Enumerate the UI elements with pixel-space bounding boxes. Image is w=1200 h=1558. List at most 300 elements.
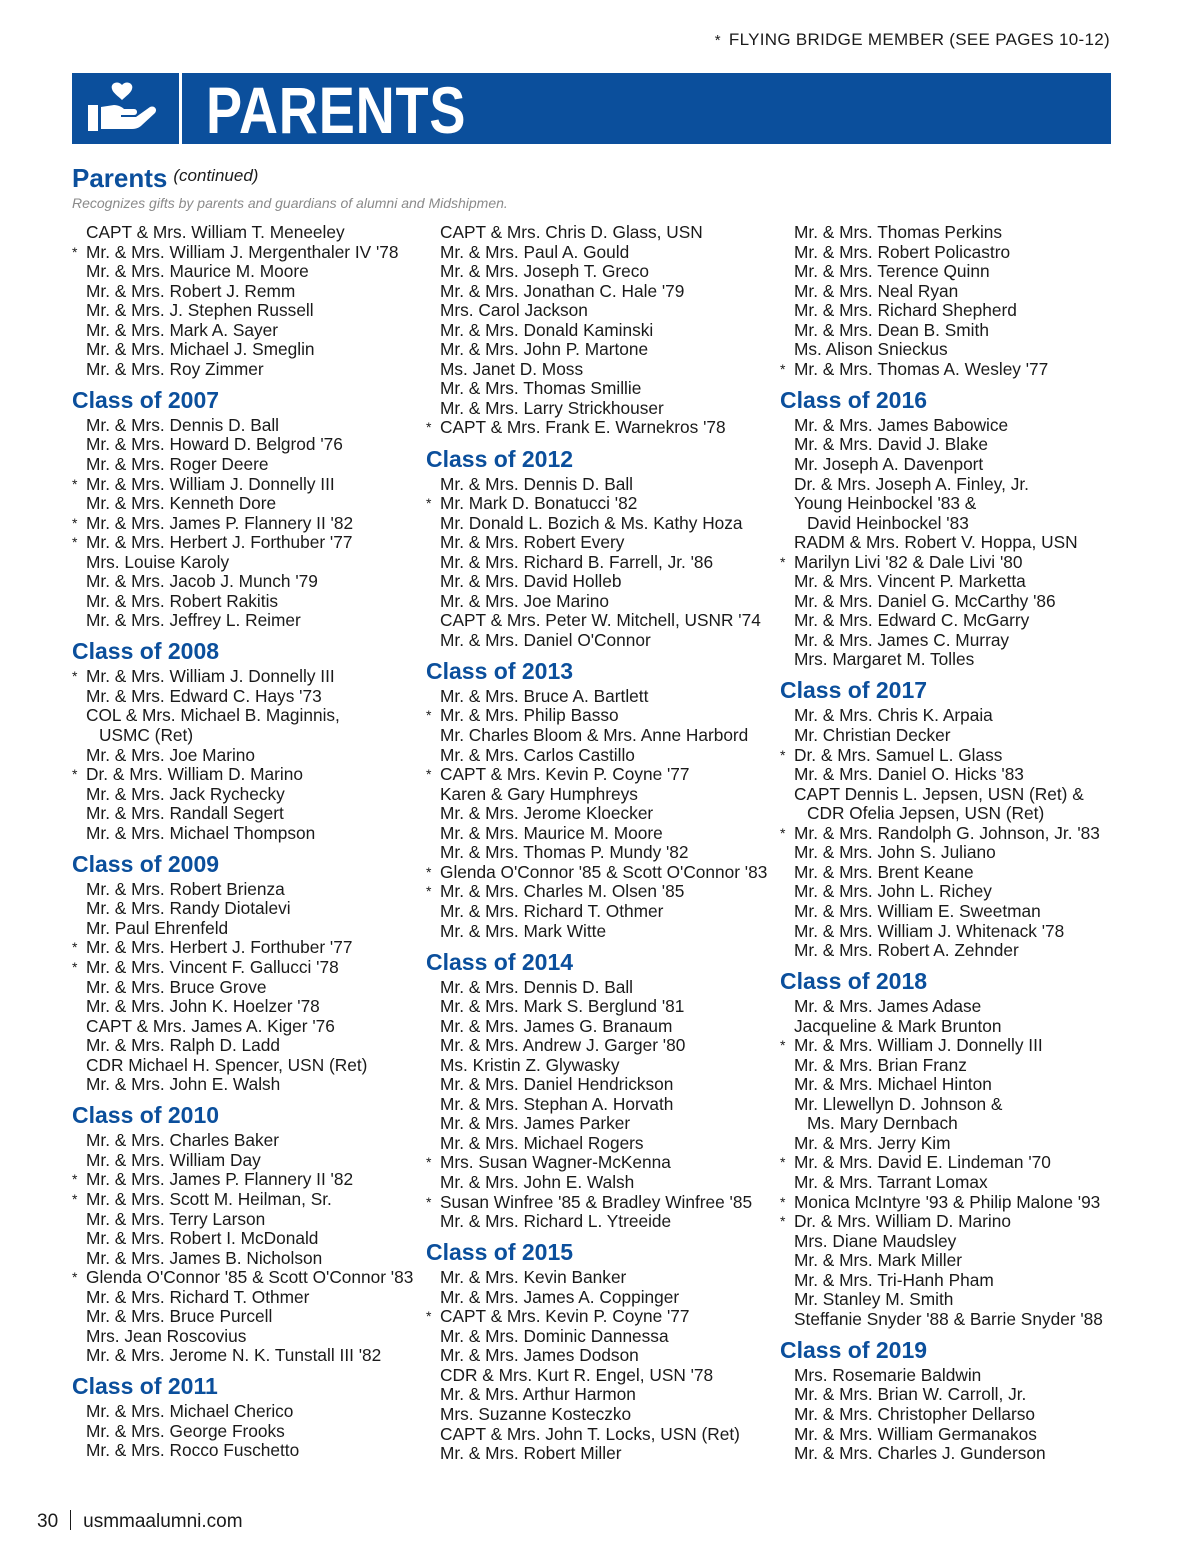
class-year-heading: Class of 2013 bbox=[426, 657, 574, 684]
donor-name-text: Mr. & Mrs. Howard D. Belgrod '76 bbox=[86, 434, 343, 455]
donor-name bbox=[72, 1441, 422, 1461]
donor-name-text: Mr. & Mrs. Dominic Dannessa bbox=[440, 1325, 669, 1346]
donor-name bbox=[780, 1212, 1130, 1232]
donor-name-text: Mr. & Mrs. William J. Whitenack '78 bbox=[794, 920, 1065, 941]
donor-name-text: CAPT & Mrs. Chris D. Glass, USN bbox=[440, 222, 703, 242]
donor-name bbox=[72, 475, 422, 495]
donor-name-text: Mr. & Mrs. Kenneth Dore bbox=[86, 493, 277, 514]
donor-name-text: Mr. & Mrs. James Babowice bbox=[794, 414, 1009, 435]
donor-name bbox=[72, 880, 422, 900]
star-marker: * bbox=[426, 419, 432, 436]
donor-name-text: Mr. & Mrs. Robert Every bbox=[440, 532, 625, 553]
donor-name-text: Mr. & Mrs. Larry Strickhouser bbox=[440, 397, 664, 418]
donor-name bbox=[72, 746, 422, 766]
donor-name bbox=[72, 997, 422, 1017]
donor-name-text: Mr. & Mrs. Philip Basso bbox=[440, 705, 619, 726]
donor-name-text: Mr. & Mrs. Neal Ryan bbox=[794, 280, 959, 301]
donor-name bbox=[426, 1444, 776, 1464]
donor-name-text: CAPT & Mrs. Frank E. Warnekros '78 bbox=[440, 417, 726, 438]
star-marker: * bbox=[72, 475, 78, 492]
donor-name-text: Mr. & Mrs. David Holleb bbox=[440, 571, 622, 592]
banner-divider bbox=[179, 73, 182, 144]
donor-name bbox=[780, 1366, 1130, 1386]
donor-name bbox=[780, 514, 1130, 534]
donor-name bbox=[780, 1251, 1130, 1271]
donor-name bbox=[426, 922, 776, 942]
donor-name-text: Mr. & Mrs. William E. Sweetman bbox=[794, 900, 1041, 921]
donor-name-text: Mr. & Mrs. Mark Miller bbox=[794, 1250, 963, 1271]
donor-name bbox=[72, 1017, 422, 1037]
donor-name-text: Mr. & Mrs. Stephan A. Horvath bbox=[440, 1093, 674, 1114]
star-marker: * bbox=[72, 1269, 78, 1286]
donor-name-text: Mr. & Mrs. James Parker bbox=[440, 1113, 631, 1134]
donor-name bbox=[72, 514, 422, 534]
star-marker: * bbox=[780, 1193, 786, 1210]
donor-name bbox=[72, 1346, 422, 1366]
donor-name bbox=[426, 301, 776, 321]
donor-name-text: Mr. & Mrs. Vincent P. Marketta bbox=[794, 571, 1026, 592]
donor-name bbox=[780, 726, 1130, 746]
donor-name-text: Mr. & Mrs. Mark Witte bbox=[440, 920, 607, 941]
class-year-heading: Class of 2014 bbox=[426, 948, 574, 975]
donor-name bbox=[426, 1153, 776, 1173]
donor-name bbox=[72, 1170, 422, 1190]
donor-name-text: Mr. & Mrs. David E. Lindeman '70 bbox=[794, 1152, 1051, 1173]
donor-name-text: Mr. & Mrs. James Adase bbox=[794, 996, 982, 1017]
donor-name bbox=[780, 843, 1130, 863]
donor-name bbox=[780, 553, 1130, 573]
donor-name bbox=[72, 687, 422, 707]
donor-name bbox=[426, 418, 776, 438]
donor-name-text: COL & Mrs. Michael B. Maginnis, bbox=[86, 705, 340, 726]
donor-name-text: Mr. & Mrs. Robert Rakitis bbox=[86, 590, 279, 611]
donor-name bbox=[780, 1036, 1130, 1056]
donor-name-text: Mr. & Mrs. John K. Hoelzer '78 bbox=[86, 996, 320, 1017]
donor-name bbox=[72, 243, 422, 263]
donor-name-text: Mr. & Mrs. Jacob J. Munch '79 bbox=[86, 571, 318, 592]
donor-name-text: Susan Winfree '85 & Bradley Winfree '85 bbox=[440, 1191, 753, 1212]
donor-name-text: Ms. Mary Dernbach bbox=[807, 1113, 958, 1134]
donor-name-text: Dr. & Mrs. Joseph A. Finley, Jr. bbox=[794, 473, 1029, 494]
donor-name-text: Mr. & Mrs. Bruce A. Bartlett bbox=[440, 685, 649, 706]
donor-name-text: Mr. & Mrs. James Dodson bbox=[440, 1345, 639, 1366]
donor-name bbox=[426, 611, 776, 631]
donor-name-text: David Heinbockel '83 bbox=[807, 512, 969, 533]
donor-name bbox=[72, 958, 422, 978]
donor-name-text: Mr. & Mrs. Maurice M. Moore bbox=[440, 822, 663, 843]
donor-name bbox=[426, 863, 776, 883]
donor-name-text: Mr. & Mrs. Charles M. Olsen '85 bbox=[440, 881, 685, 902]
donor-name-text: Mr. & Mrs. Michael Cherico bbox=[86, 1401, 294, 1422]
donor-name bbox=[426, 1212, 776, 1232]
donor-name bbox=[426, 631, 776, 651]
page-footer bbox=[37, 1510, 243, 1533]
donor-name bbox=[780, 765, 1130, 785]
donor-name bbox=[72, 1131, 422, 1151]
donor-name-text: Mr. & Mrs. Jerome N. K. Tunstall III '82 bbox=[86, 1345, 382, 1366]
donor-name-text: Mr. Llewellyn D. Johnson & bbox=[794, 1093, 1003, 1114]
footer-site: usmmaalumni.com bbox=[83, 1511, 243, 1532]
star-marker: * bbox=[72, 534, 78, 551]
donor-name bbox=[426, 746, 776, 766]
star-marker: * bbox=[780, 824, 786, 841]
donor-name bbox=[780, 1134, 1130, 1154]
donor-name-text: Mr. & Mrs. Chris K. Arpaia bbox=[794, 705, 993, 726]
donor-name-text: Mr. & Mrs. James P. Flannery II '82 bbox=[86, 512, 354, 533]
class-year-heading: Class of 2016 bbox=[780, 386, 928, 413]
donor-name-text: CDR Michael H. Spencer, USN (Ret) bbox=[86, 1054, 368, 1075]
donor-name-text: Mr. & Mrs. Robert A. Zehnder bbox=[794, 940, 1019, 961]
donor-name-text: Mr. & Mrs. William J. Mergenthaler IV '78 bbox=[86, 241, 399, 262]
donor-name bbox=[780, 282, 1130, 302]
donor-name bbox=[426, 1366, 776, 1386]
donor-name-text: CAPT & Mrs. Kevin P. Coyne '77 bbox=[440, 764, 690, 785]
donor-name-text: Mr. & Mrs. Randolph G. Johnson, Jr. '83 bbox=[794, 822, 1100, 843]
section-heading bbox=[72, 163, 258, 194]
donor-name bbox=[426, 1346, 776, 1366]
donor-name bbox=[780, 863, 1130, 883]
donor-name-text: Mr. & Mrs. Robert I. McDonald bbox=[86, 1228, 319, 1249]
donor-name bbox=[426, 997, 776, 1017]
donor-name bbox=[426, 1288, 776, 1308]
donor-name-text: Mr. & Mrs. Roger Deere bbox=[86, 453, 269, 474]
donor-name-text: Mr. & Mrs. James G. Branaum bbox=[440, 1015, 673, 1036]
donor-name bbox=[426, 1173, 776, 1193]
donor-name bbox=[780, 631, 1130, 651]
star-marker: * bbox=[72, 939, 78, 956]
donor-name bbox=[72, 282, 422, 302]
donor-name bbox=[72, 1036, 422, 1056]
donor-name bbox=[72, 978, 422, 998]
donor-name-text: Mrs. Margaret M. Tolles bbox=[794, 649, 975, 670]
donor-name bbox=[426, 882, 776, 902]
flying-bridge-note bbox=[715, 30, 1110, 50]
donor-name-text: Mr. & Mrs. Herbert J. Forthuber '77 bbox=[86, 532, 353, 553]
donor-name bbox=[780, 1114, 1130, 1134]
donor-name bbox=[72, 1402, 422, 1422]
donor-name bbox=[72, 340, 422, 360]
donor-name bbox=[426, 824, 776, 844]
donor-name bbox=[780, 1095, 1130, 1115]
donor-name-text: Mr. & Mrs. Rocco Fuschetto bbox=[86, 1440, 300, 1461]
donor-name bbox=[780, 1153, 1130, 1173]
donor-name bbox=[780, 1232, 1130, 1252]
donor-name-text: Mr. & Mrs. Joe Marino bbox=[440, 590, 610, 611]
donor-name-text: Dr. & Mrs. William D. Marino bbox=[794, 1211, 1011, 1232]
banner-title: PARENTS bbox=[206, 73, 467, 147]
donor-name bbox=[426, 1134, 776, 1154]
donor-name bbox=[426, 1405, 776, 1425]
donor-name-text: Mr. & Mrs. John P. Martone bbox=[440, 339, 649, 360]
donor-name-text: Mr. & Mrs. Michael Thompson bbox=[86, 822, 316, 843]
donor-name bbox=[426, 978, 776, 998]
donor-name bbox=[780, 882, 1130, 902]
donor-name bbox=[780, 475, 1130, 495]
donor-name bbox=[426, 572, 776, 592]
donor-name-text: Mr. & Mrs. Randall Segert bbox=[86, 803, 284, 824]
donor-name bbox=[780, 804, 1130, 824]
donor-name bbox=[426, 321, 776, 341]
donor-name-text: Mr. & Mrs. William Germanakos bbox=[794, 1423, 1037, 1444]
donor-name bbox=[780, 824, 1130, 844]
donor-name bbox=[426, 1327, 776, 1347]
donor-name-text: Mr. & Mrs. Randy Diotalevi bbox=[86, 898, 291, 919]
donor-name bbox=[72, 301, 422, 321]
class-year-heading: Class of 2017 bbox=[780, 677, 928, 704]
page-number: 30 bbox=[37, 1511, 59, 1532]
donor-name bbox=[426, 1075, 776, 1095]
donor-name bbox=[72, 1056, 422, 1076]
donor-name-text: Mr. & Mrs. Brent Keane bbox=[794, 861, 974, 882]
donor-name bbox=[426, 843, 776, 863]
donor-name-text: Mr. & Mrs. Thomas Perkins bbox=[794, 222, 1003, 242]
star-marker: * bbox=[72, 1171, 78, 1188]
donor-name-text: CAPT & Mrs. Peter W. Mitchell, USNR '74 bbox=[440, 610, 761, 631]
section-banner bbox=[72, 73, 1111, 147]
donor-name-text: Mr. & Mrs. Thomas A. Wesley '77 bbox=[794, 358, 1049, 379]
donor-name-text: RADM & Mrs. Robert V. Hoppa, USN bbox=[794, 532, 1078, 553]
donor-name-text: Mrs. Jean Roscovius bbox=[86, 1325, 247, 1346]
donor-name-text: Ms. Alison Snieckus bbox=[794, 339, 948, 360]
class-year-heading: Class of 2008 bbox=[72, 638, 220, 665]
donor-name bbox=[780, 223, 1130, 243]
donor-name-text: Mr. & Mrs. Brian W. Carroll, Jr. bbox=[794, 1384, 1027, 1405]
donor-name bbox=[72, 223, 422, 243]
donor-name-text: Mr. Mark D. Bonatucci '82 bbox=[440, 493, 638, 514]
donor-name-text: Mr. & Mrs. John L. Richey bbox=[794, 881, 992, 902]
class-year-heading: Class of 2007 bbox=[72, 386, 220, 413]
donor-name-text: Mr. & Mrs. Charles J. Gunderson bbox=[794, 1443, 1046, 1464]
donor-name bbox=[72, 1268, 422, 1288]
donor-name-text: Mrs. Louise Karoly bbox=[86, 551, 230, 572]
donor-name bbox=[780, 922, 1130, 942]
donor-name bbox=[72, 1327, 422, 1347]
donor-name bbox=[426, 1385, 776, 1405]
donor-name bbox=[426, 1425, 776, 1445]
donor-name bbox=[780, 1271, 1130, 1291]
donor-name bbox=[72, 262, 422, 282]
donor-name bbox=[426, 399, 776, 419]
donor-name-text: CAPT & Mrs. Kevin P. Coyne '77 bbox=[440, 1306, 690, 1327]
donor-name-text: Monica McIntyre '93 & Philip Malone '93 bbox=[794, 1191, 1101, 1212]
donor-name bbox=[780, 243, 1130, 263]
donor-name-text: Mr. & Mrs. Maurice M. Moore bbox=[86, 261, 309, 282]
donor-name-text: Mr. & Mrs. Richard L. Ytreeide bbox=[440, 1211, 672, 1232]
footer-separator bbox=[70, 1510, 71, 1530]
donor-name bbox=[426, 340, 776, 360]
donor-name bbox=[72, 706, 422, 726]
star-marker: * bbox=[426, 1308, 432, 1325]
donor-name-text: Mr. & Mrs. Michael J. Smeglin bbox=[86, 339, 315, 360]
class-year-heading: Class of 2012 bbox=[426, 445, 574, 472]
donor-name-text: Mr. & Mrs. Daniel O. Hicks '83 bbox=[794, 764, 1024, 785]
star-marker: * bbox=[426, 1154, 432, 1171]
donor-name-text: Mr. & Mrs. Bruce Purcell bbox=[86, 1306, 273, 1327]
donor-name bbox=[426, 1017, 776, 1037]
donor-name-text: Mr. & Mrs. John E. Walsh bbox=[440, 1172, 635, 1193]
donor-name-text: Mr. Christian Decker bbox=[794, 725, 951, 746]
donor-name-text: Mr. & Mrs. Donald Kaminski bbox=[440, 319, 654, 340]
donor-name bbox=[426, 553, 776, 573]
donor-name-text: Mrs. Diane Maudsley bbox=[794, 1230, 957, 1251]
donor-name-text: Mr. & Mrs. Jack Rychecky bbox=[86, 783, 285, 804]
donor-name-text: Mr. Joseph A. Davenport bbox=[794, 453, 984, 474]
donor-name-text: Young Heinbockel '83 & bbox=[794, 493, 977, 514]
donor-name bbox=[72, 455, 422, 475]
donor-name-text: Ms. Kristin Z. Glywasky bbox=[440, 1054, 620, 1075]
donor-name-text: Mr. & Mrs. Scott M. Heilman, Sr. bbox=[86, 1188, 332, 1209]
donor-name-text: Mr. & Mrs. Richard Shepherd bbox=[794, 300, 1017, 321]
donor-name bbox=[72, 494, 422, 514]
donor-name bbox=[426, 804, 776, 824]
flying-bridge-note-text: FLYING BRIDGE MEMBER (SEE PAGES 10-12) bbox=[728, 30, 1110, 49]
donor-name bbox=[780, 997, 1130, 1017]
donor-name bbox=[426, 282, 776, 302]
donor-name-text: Mr. & Mrs. Robert Brienza bbox=[86, 878, 285, 899]
donor-name-text: Mr. & Mrs. John E. Walsh bbox=[86, 1074, 281, 1095]
donor-name-text: Mr. & Mrs. Jonathan C. Hale '79 bbox=[440, 280, 685, 301]
donor-name bbox=[780, 1405, 1130, 1425]
donor-name-text: Mr. & Mrs. Dean B. Smith bbox=[794, 319, 989, 340]
donor-name bbox=[780, 1075, 1130, 1095]
donor-name-text: Karen & Gary Humphreys bbox=[440, 783, 638, 804]
star-marker: * bbox=[780, 1154, 786, 1171]
donor-name-text: Mr. Paul Ehrenfeld bbox=[86, 917, 229, 938]
donor-name-text: Mr. & Mrs. Jerry Kim bbox=[794, 1132, 951, 1153]
donor-name bbox=[780, 706, 1130, 726]
donor-name bbox=[426, 902, 776, 922]
star-marker: * bbox=[72, 668, 78, 685]
donor-name-text: Mr. & Mrs. Robert Miller bbox=[440, 1443, 622, 1464]
donor-name bbox=[780, 1017, 1130, 1037]
donor-name bbox=[72, 824, 422, 844]
donor-name bbox=[72, 533, 422, 553]
donor-name bbox=[72, 360, 422, 380]
donor-name bbox=[72, 726, 422, 746]
donor-name-text: Mr. & Mrs. Mark A. Sayer bbox=[86, 319, 279, 340]
donor-name-text: Mr. & Mrs. Paul A. Gould bbox=[440, 241, 630, 262]
donor-name bbox=[426, 514, 776, 534]
donor-name bbox=[426, 1193, 776, 1213]
donor-name-text: Mr. & Mrs. J. Stephen Russell bbox=[86, 300, 314, 321]
donor-name bbox=[72, 804, 422, 824]
donor-name-text: Mr. & Mrs. Bruce Grove bbox=[86, 976, 267, 997]
donor-name-text: Mr. & Mrs. Joe Marino bbox=[86, 744, 256, 765]
donor-name bbox=[72, 1229, 422, 1249]
donor-name bbox=[426, 1307, 776, 1327]
donor-name bbox=[780, 416, 1130, 436]
donor-name-text: Mrs. Rosemarie Baldwin bbox=[794, 1364, 982, 1385]
donor-name-text: Mr. & Mrs. Charles Baker bbox=[86, 1130, 280, 1151]
donor-name bbox=[780, 941, 1130, 961]
donor-name-text: Mr. & Mrs. Dennis D. Ball bbox=[440, 976, 634, 997]
donor-name-text: Jacqueline & Mark Brunton bbox=[794, 1015, 1002, 1036]
star-marker: * bbox=[72, 766, 78, 783]
donor-name-text: Mr. & Mrs. James P. Flannery II '82 bbox=[86, 1169, 354, 1190]
section-title: Parents bbox=[72, 163, 168, 193]
star-marker: * bbox=[72, 514, 78, 531]
donor-name-text: Mr. & Mrs. Terry Larson bbox=[86, 1208, 266, 1229]
donor-name bbox=[72, 1249, 422, 1269]
star-marker: * bbox=[72, 243, 78, 260]
donor-name bbox=[72, 667, 422, 687]
donor-name-text: Mr. & Mrs. Arthur Harmon bbox=[440, 1384, 636, 1405]
donor-name bbox=[72, 611, 422, 631]
donor-name-text: Mr. & Mrs. Daniel Hendrickson bbox=[440, 1074, 674, 1095]
hand-heart-icon bbox=[72, 73, 176, 144]
donor-name-text: Mrs. Suzanne Kosteczko bbox=[440, 1403, 632, 1424]
donor-name bbox=[780, 494, 1130, 514]
donor-name-text: Mr. & Mrs. Joseph T. Greco bbox=[440, 261, 650, 282]
donor-name bbox=[780, 1193, 1130, 1213]
donor-name bbox=[780, 1444, 1130, 1464]
donor-name bbox=[72, 553, 422, 573]
donor-name bbox=[72, 785, 422, 805]
star-marker: * bbox=[426, 707, 432, 724]
donor-name bbox=[72, 765, 422, 785]
donor-name bbox=[780, 611, 1130, 631]
donor-name bbox=[72, 1288, 422, 1308]
donor-name bbox=[780, 1425, 1130, 1445]
donor-name bbox=[426, 494, 776, 514]
donor-name bbox=[780, 902, 1130, 922]
continued-label: (continued) bbox=[173, 166, 259, 185]
class-year-heading: Class of 2018 bbox=[780, 968, 928, 995]
donor-name-text: Mr. & Mrs. William J. Donnelly III bbox=[86, 666, 335, 687]
donor-name-text: Mr. & Mrs. Robert Policastro bbox=[794, 241, 1011, 262]
donor-name bbox=[426, 687, 776, 707]
donor-name bbox=[426, 726, 776, 746]
star-marker: * bbox=[780, 553, 786, 570]
donor-name-text: Mr. & Mrs. Daniel G. McCarthy '86 bbox=[794, 590, 1056, 611]
section-description: Recognizes gifts by parents and guardians of alumni and Midshipmen. bbox=[72, 195, 508, 211]
donor-name bbox=[72, 899, 422, 919]
donor-name-text: Ms. Janet D. Moss bbox=[440, 358, 584, 379]
donor-name bbox=[426, 1036, 776, 1056]
star-marker: * bbox=[426, 766, 432, 783]
donor-name bbox=[426, 475, 776, 495]
donor-name-text: Mr. & Mrs. Edward C. McGarry bbox=[794, 610, 1030, 631]
donor-name bbox=[426, 379, 776, 399]
class-year-heading: Class of 2011 bbox=[72, 1373, 218, 1400]
donor-name bbox=[426, 360, 776, 380]
donor-name-text: Mr. & Mrs. Andrew J. Garger '80 bbox=[440, 1035, 686, 1056]
star-marker: * bbox=[780, 1213, 786, 1230]
donor-name-text: Mr. & Mrs. Robert J. Remm bbox=[86, 280, 296, 301]
donor-name bbox=[780, 435, 1130, 455]
donor-name-text: Mr. & Mrs. Thomas P. Mundy '82 bbox=[440, 842, 689, 863]
star-marker: * bbox=[780, 360, 786, 377]
donor-column-1 bbox=[72, 223, 422, 1461]
donor-name-text: Mr. & Mrs. Tri-Hanh Pham bbox=[794, 1269, 994, 1290]
donor-name bbox=[780, 650, 1130, 670]
donor-name-text: Mr. & Mrs. Mark S. Berglund '81 bbox=[440, 996, 685, 1017]
donor-name bbox=[72, 1075, 422, 1095]
donor-name-text: Mr. & Mrs. Christopher Dellarso bbox=[794, 1403, 1036, 1424]
donor-name-text: Mr. & Mrs. Richard T. Othmer bbox=[440, 900, 664, 921]
star-marker: * bbox=[426, 495, 432, 512]
donor-name-text: Mr. & Mrs. Brian Franz bbox=[794, 1054, 967, 1075]
class-year-heading: Class of 2019 bbox=[780, 1336, 928, 1363]
donor-name bbox=[780, 592, 1130, 612]
donor-name bbox=[426, 592, 776, 612]
donor-name bbox=[780, 1056, 1130, 1076]
donor-name-text: CAPT & Mrs. John T. Locks, USN (Ret) bbox=[440, 1423, 740, 1444]
donor-name-text: Mr. & Mrs. Kevin Banker bbox=[440, 1267, 627, 1288]
donor-name bbox=[72, 1307, 422, 1327]
star-marker: * bbox=[714, 32, 721, 49]
donor-name-text: Mr. & Mrs. David J. Blake bbox=[794, 434, 988, 455]
